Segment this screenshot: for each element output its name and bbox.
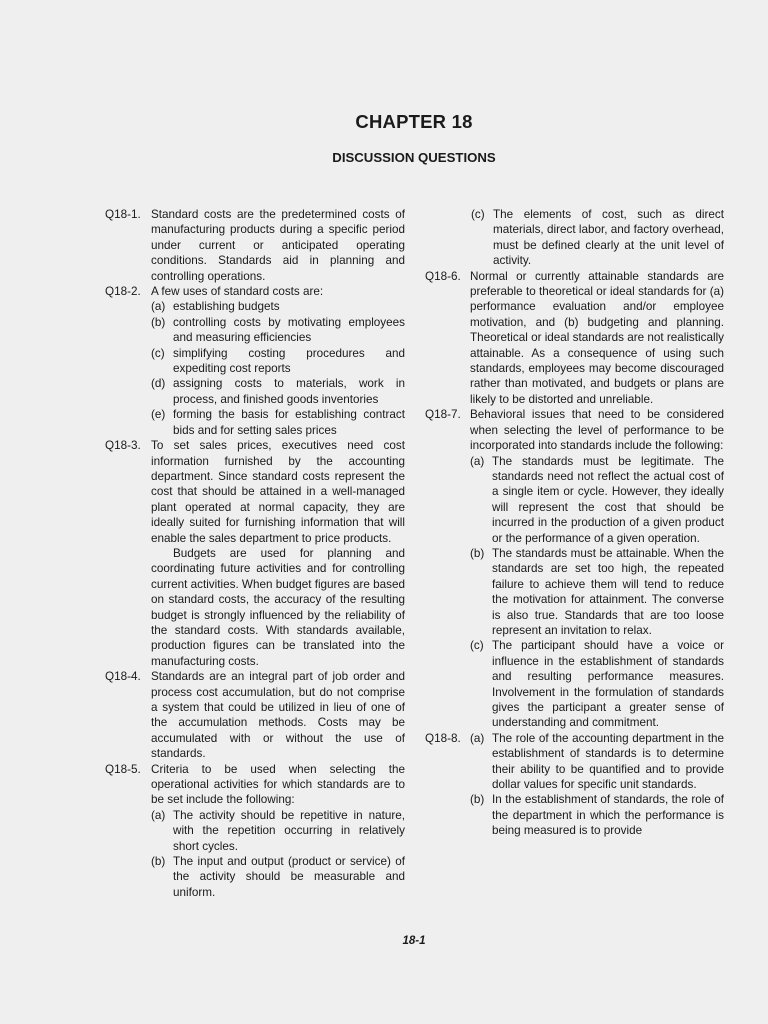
list-item xyxy=(151,407,405,438)
question-paragraph: To set sales prices, executives need cost information furnished by the accounting department. Since standard costs represent the cost that should be attained in a well-managed plant operated at normal capacity, they are ideally suited for furnishing information that will enable the sales department to price products. xyxy=(151,439,405,545)
list-item xyxy=(470,638,724,730)
item-label: (b) xyxy=(470,546,485,560)
item-label: (c) xyxy=(151,346,165,360)
item-text: The standards must be legitimate. The standards need not reflect the actual cost of a single item or cycle. However, they ideally will represent the cost that should be incurred in the production of a given product or the performance of a given operation. xyxy=(492,454,724,545)
question-label: Q18-4. xyxy=(105,670,141,684)
list-item xyxy=(151,346,405,377)
question-q18-8 xyxy=(425,731,724,839)
list-item xyxy=(151,299,405,314)
item-label: (c) xyxy=(470,639,484,653)
item-text: The role of the accounting department in the establishment of standards is to determine their ability to be quantified and to provide dollar values for specific unit standards. xyxy=(492,731,724,792)
item-label: (e) xyxy=(151,408,166,422)
question-paragraph: Budgets are used for planning and coordinating future activities and for controlling current activities. When budget figures are based on standard costs, the accuracy of the resulting budget is strongly influenced by the reliability of the standard costs. With standards available, production figures can be translated into the manufacturing costs. xyxy=(151,546,406,668)
item-text: The participant should have a voice or influence in the establishment of standards and resulting performance measures. Involvement in the formulation of standards gives the participant a greater sense of understanding and commitment. xyxy=(492,639,724,730)
question-q18-1 xyxy=(105,207,405,284)
item-text: forming the basis for establishing contract bids and for setting sales prices xyxy=(173,408,405,437)
question-intro: A few uses of standard costs are: xyxy=(151,285,324,299)
question-text: Normal or currently attainable standards are preferable to theoretical or ideal standards for (a) performance evaluation and/or employee motivation, and (b) budgeting and planning. Theoretical or ideal standards are not realistically attainable. As a consequence of using such standards, employees may become discouraged rather than motivated, and budgets or plans are likely to be distorted and unreliable. xyxy=(470,269,725,406)
question-label: Q18-7. xyxy=(425,408,461,422)
item-label: (b) xyxy=(470,793,485,807)
item-text: assigning costs to materials, work in process, and finished goods inventories xyxy=(173,377,405,406)
item-label: (d) xyxy=(151,377,166,391)
question-label: Q18-8. xyxy=(425,731,461,745)
item-label: (c) xyxy=(471,208,485,221)
item-label: (a) xyxy=(151,808,166,822)
question-q18-7 xyxy=(425,407,724,731)
item-label: (a) xyxy=(151,300,166,314)
section-title: DISCUSSION QUESTIONS xyxy=(332,150,496,165)
item-label: (a) xyxy=(470,454,485,468)
question-q18-5 xyxy=(105,762,405,901)
question-q18-4 xyxy=(105,669,405,761)
item-text: establishing budgets xyxy=(173,300,280,314)
item-label: (b) xyxy=(151,315,166,329)
item-text: The activity should be repetitive in nature, with the repetition occurring in relatively short cycles. xyxy=(173,808,405,853)
question-q18-3 xyxy=(105,438,405,669)
question-text: Standard costs are the predetermined costs of manufacturing products during a specific period under current or anticipated operating conditions. Standards aid in planning and controlling operations. xyxy=(151,208,405,283)
question-label: Q18-6. xyxy=(425,269,461,283)
item-label: (b) xyxy=(151,855,166,869)
item-label: (a) xyxy=(470,731,485,745)
item-text: In the establishment of standards, the role of the department in which the performance is being measured is to provide xyxy=(492,793,724,838)
question-q18-6 xyxy=(425,269,724,408)
question-text: Standards are an integral part of job order and process cost accumulation, but do not comprise a system that could be utilized in lieu of one of the accumulation methods. Costs may be accumulated with or without the use of standards. xyxy=(151,670,405,761)
question-label: Q18-5. xyxy=(105,762,141,776)
question-intro: Behavioral issues that need to be considered when selecting the level of performance to be incorporated into standards include the following: xyxy=(470,408,724,453)
list-item xyxy=(425,207,724,269)
list-item xyxy=(470,454,724,546)
item-text: The elements of cost, such as direct materials, direct labor, and factory overhead, must be defined clearly at the unit level of activity. xyxy=(493,208,724,268)
list-item xyxy=(470,731,724,793)
item-text: controlling costs by motivating employees and measuring efficiencies xyxy=(173,315,405,345)
question-label: Q18-2. xyxy=(105,285,141,299)
item-text: The input and output (product or service) of the activity should be measurable and uniform. xyxy=(173,855,405,899)
right-column xyxy=(425,207,724,839)
chapter-title: CHAPTER 18 xyxy=(355,111,473,132)
list-item xyxy=(470,792,724,838)
list-item xyxy=(151,854,405,900)
list-item xyxy=(151,376,405,407)
list-item xyxy=(151,808,405,854)
question-label: Q18-1. xyxy=(105,208,141,221)
list-item xyxy=(151,315,405,346)
question-label: Q18-3. xyxy=(105,439,141,453)
item-text: simplifying costing procedures and expediting cost reports xyxy=(173,346,405,376)
page-number: 18-1 xyxy=(402,935,426,947)
question-q18-2 xyxy=(105,284,405,438)
item-text: The standards must be attainable. When the standards are set too high, the repeated failure to achieve them will tend to reduce the motivation for attainment. The converse is also true. Standards that are too loose represent an invitation to relax. xyxy=(492,546,724,637)
list-item xyxy=(470,546,724,638)
question-intro: Criteria to be used when selecting the operational activities for which standards are to be set include the following: xyxy=(151,762,405,807)
left-column xyxy=(105,207,405,900)
